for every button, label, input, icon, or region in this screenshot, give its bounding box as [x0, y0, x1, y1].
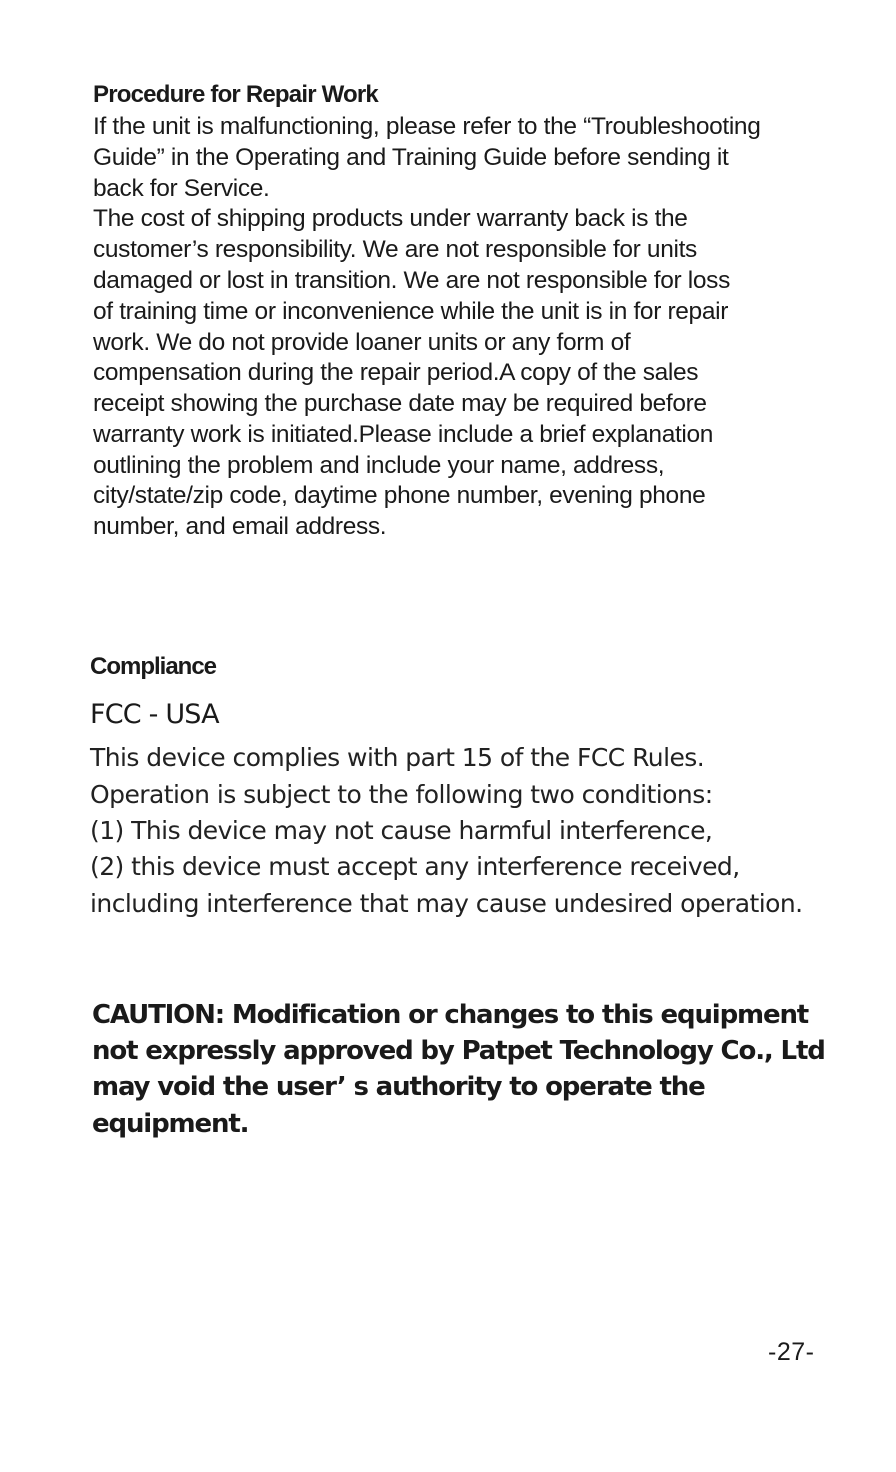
fcc-statement-line: including interference that may cause undesired operation. — [90, 889, 803, 918]
repair-paragraph-line: work. We do not provide loaner units or any form of — [93, 329, 631, 356]
repair-paragraph-line: outlining the problem and include your name, address, — [93, 452, 665, 479]
repair-paragraph-line: back for Service. — [93, 175, 270, 202]
fcc-usa-heading: FCC - USA — [90, 699, 219, 730]
repair-paragraph-line: of training time or inconvenience while the unit is in for repair — [93, 298, 729, 325]
caution-line: equipment. — [92, 1109, 249, 1139]
repair-paragraph-line: If the unit is malfunctioning, please refer to the “Troubleshooting — [93, 113, 761, 140]
fcc-statement-line: Operation is subject to the following two conditions: — [90, 780, 713, 809]
repair-paragraph-line: compensation during the repair period.A copy of the sales — [93, 359, 699, 386]
compliance-heading: Compliance — [90, 653, 217, 680]
repair-paragraph-line: warranty work is initiated.Please include a brief explanation — [93, 421, 714, 448]
fcc-statement-line: (2) this device must accept any interference received, — [90, 852, 740, 881]
repair-paragraph-line: The cost of shipping products under warranty back is the — [93, 205, 688, 232]
repair-paragraph-line: damaged or lost in transition. We are not responsible for loss — [93, 267, 730, 294]
caution-line: CAUTION: Modification or changes to this equipment — [92, 1000, 809, 1030]
repair-section-heading: Procedure for Repair Work — [93, 81, 378, 108]
caution-line: may void the user’ s authority to operate the — [92, 1072, 705, 1102]
page-number: -27- — [768, 1338, 815, 1366]
fcc-statement-line: (1) This device may not cause harmful interference, — [90, 816, 713, 845]
repair-paragraph-line: city/state/zip code, daytime phone number, evening phone — [93, 482, 706, 509]
repair-paragraph-line: number, and email address. — [93, 513, 387, 540]
repair-paragraph-line: customer’s responsibility. We are not responsible for units — [93, 236, 697, 263]
fcc-statement-line: This device complies with part 15 of the FCC Rules. — [90, 743, 705, 772]
repair-paragraph-line: receipt showing the purchase date may be required before — [93, 390, 707, 417]
repair-paragraph-line: Guide” in the Operating and Training Guide before sending it — [93, 144, 729, 171]
caution-line: not expressly approved by Patpet Technology Co., Ltd — [92, 1036, 825, 1066]
